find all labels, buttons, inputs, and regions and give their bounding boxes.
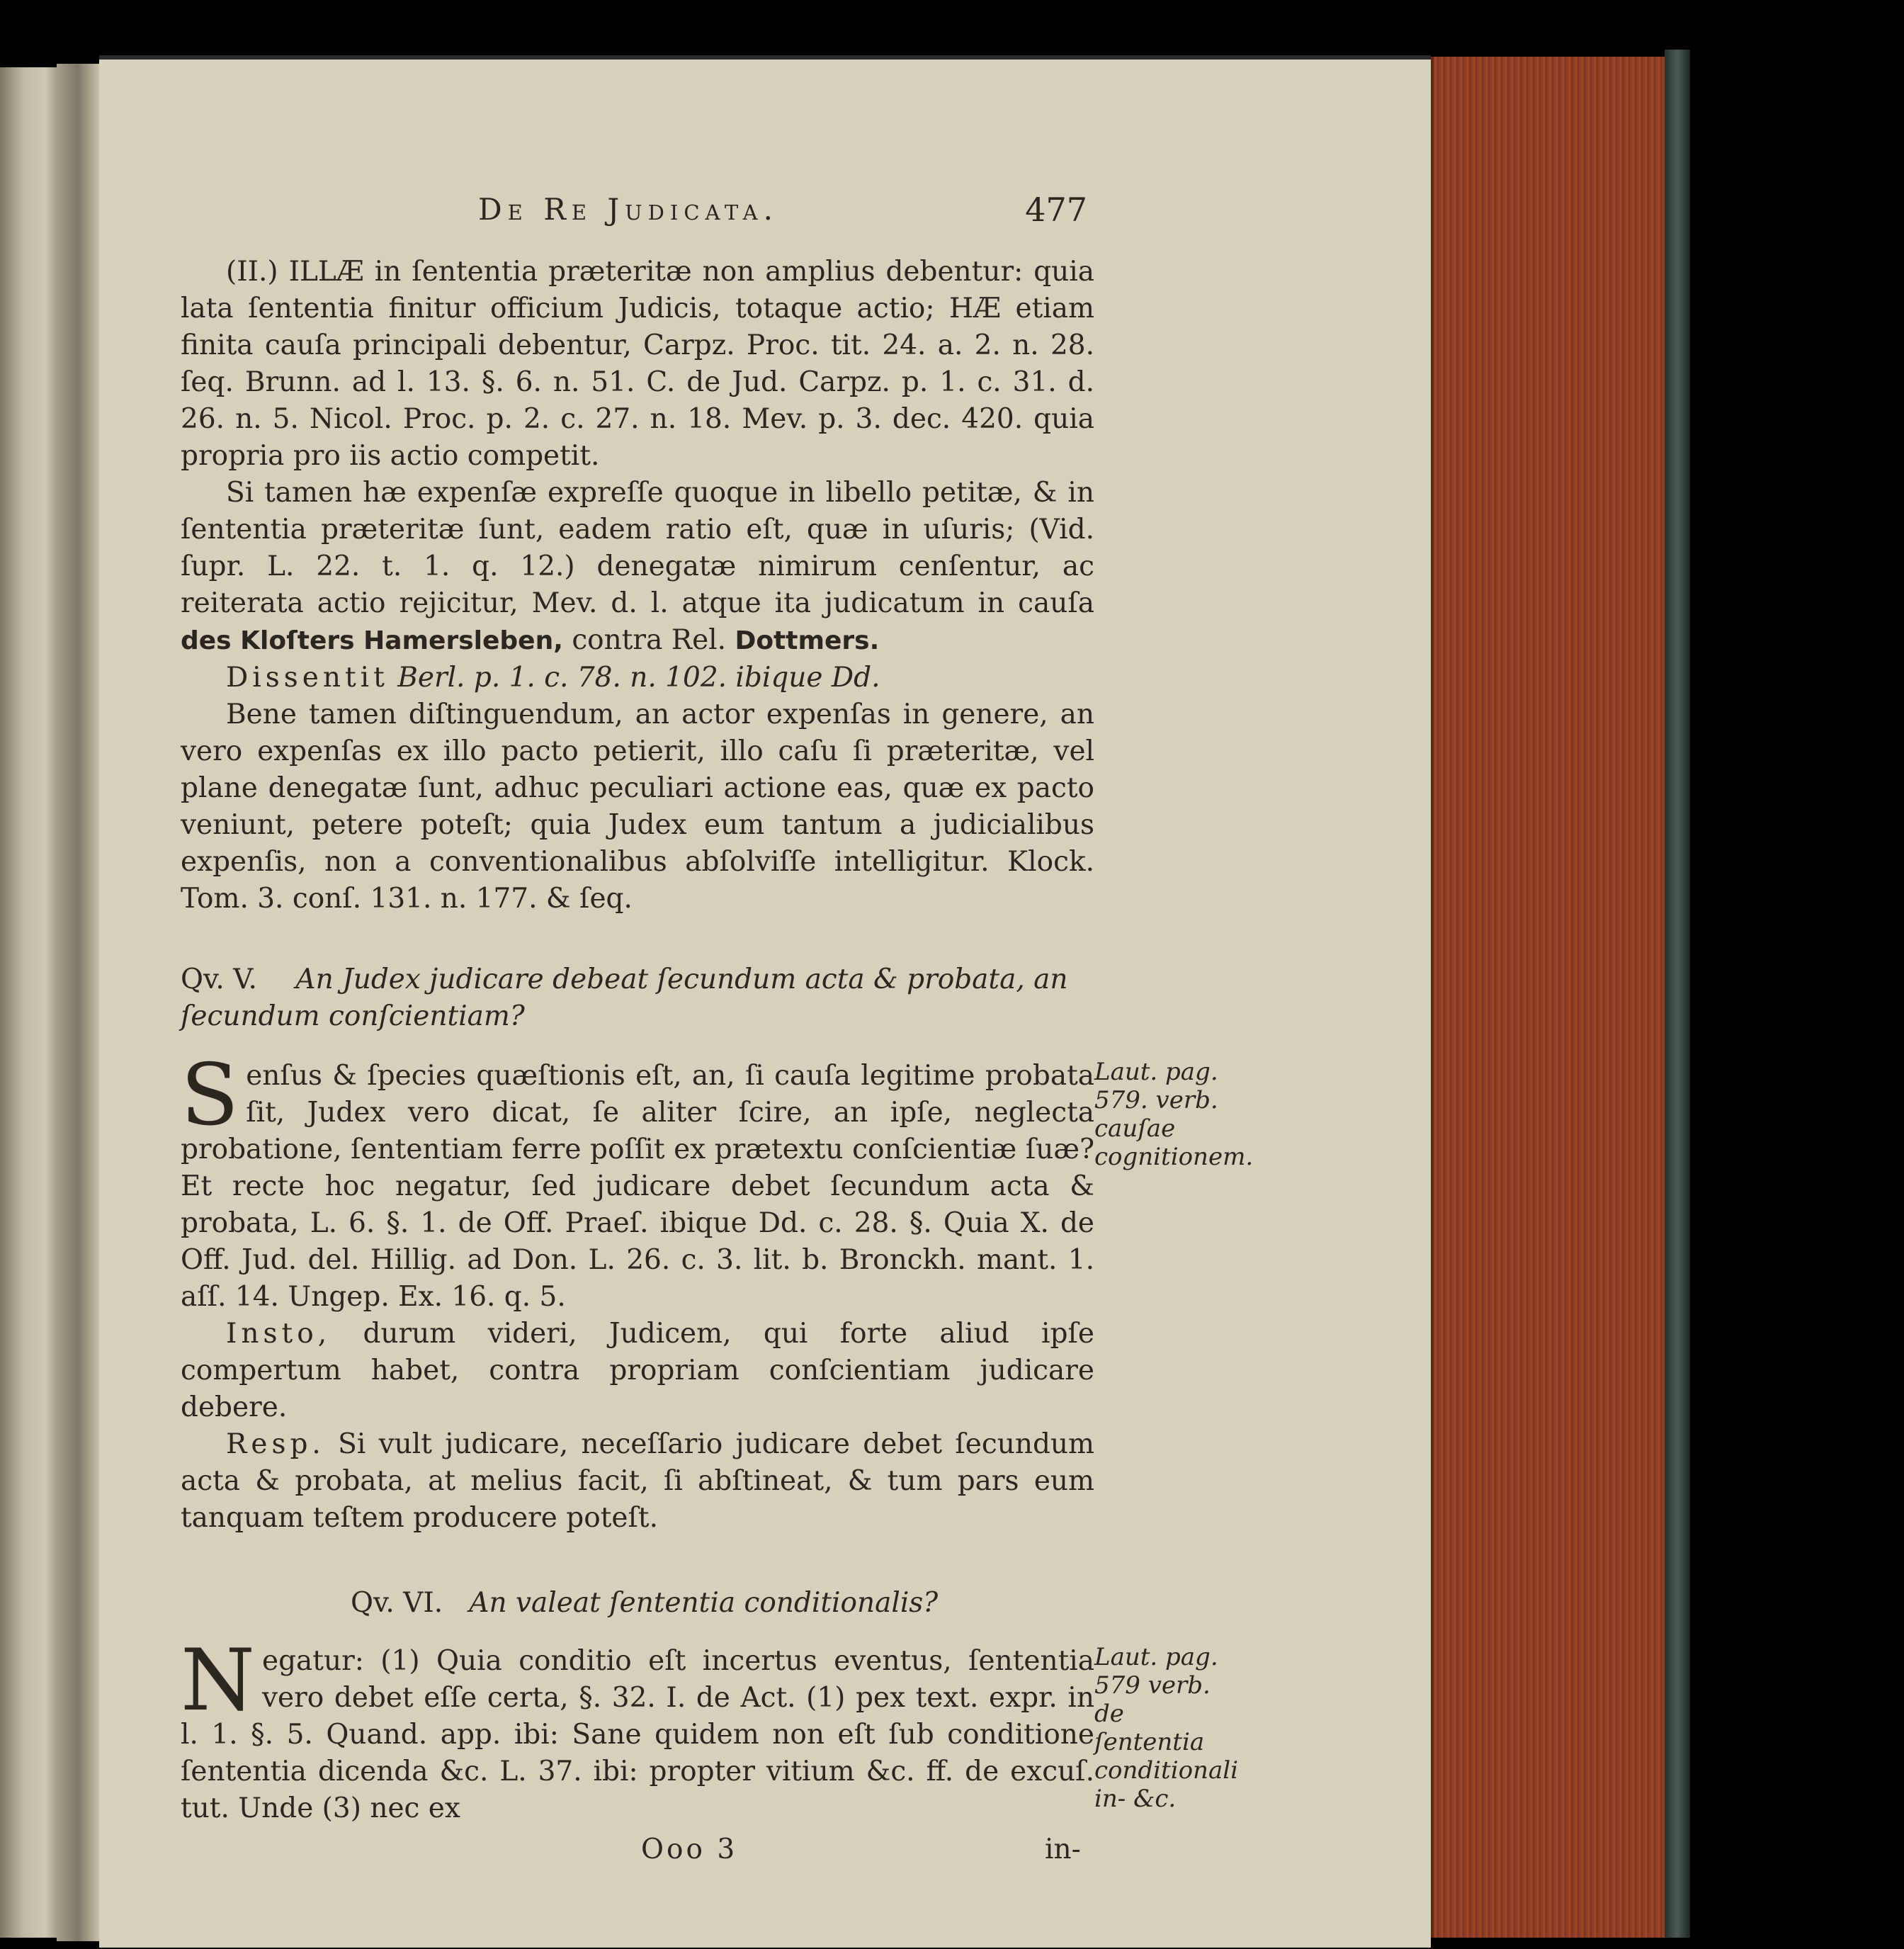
- running-title: De Re Judicata.: [478, 192, 778, 227]
- question-6-paragraph-1-text: egatur: (1) Quia conditio eſt incertus eventus, ſententia vero debet eſſe certa, §. 32. I. de Act. (1) pex text. expr. in l. 1. §. 5. Quand. app. ibi: Sane quidem non eſt ſub conditione ſententia dicenda &c. L. 37. ibi: propter vitium &c. ff. de excuſ. tut. Unde (3) nec ex: [181, 1645, 1094, 1824]
- question-6-title: An valeat ſententia conditionalis?: [469, 1587, 939, 1619]
- question-5-paragraph-1-text: enſus & ſpecies quæſtionis eſt, an, ſi cauſa legitime probata ſit, Judex vero dicat, ſe aliter ſcire, an ipſe, neglecta probatione, ſententiam ferre poſſit ex prætextu conſcientiæ ſuæ? Et recte hoc negatur, ſed judicare debet ſecundum acta & probata, L. 6. §. 1. de Off. Praeſ. ibique Dd. c. 28. §. Quia X. de Off. Jud. del. Hillig. ad Don. L. 26. c. 3. lit. b. Bronckh. mant. 1. aſſ. 14. Ungep. Ex. 16. q. 5.: [181, 1060, 1094, 1313]
- facing-page-edge: [0, 67, 57, 1938]
- question-6-body: [181, 1632, 1238, 1827]
- page-footer: [181, 1831, 1094, 1874]
- insto-lead: Insto,: [226, 1318, 332, 1350]
- resp-lead: Resp.: [226, 1428, 325, 1460]
- dissentit-citation: Berl. p. 1. c. 78. n. 102. ibique Dd.: [397, 662, 880, 694]
- paragraph-si-tamen: [181, 475, 1094, 660]
- fraktur-place-name: des Kloſters Hamersleben,: [181, 626, 563, 655]
- paragraph-dissentit: [181, 660, 1094, 696]
- marginal-note-q6: Laut. pag. 579 verb. de ſententia conditionali in- &c.: [1094, 1643, 1238, 1813]
- fraktur-name: Dottmers.: [735, 626, 880, 655]
- resp-text: Si vult judicare, neceſſario judicare debet ſecundum acta & probata, at melius facit, ſi abſtineat, & tum pars eum tanquam teſtem producere poteſt.: [181, 1428, 1095, 1534]
- question-6-label: Qv. VI.: [351, 1587, 443, 1619]
- signature-mark: Ooo 3: [641, 1834, 738, 1865]
- question-5-label: Qv. V.: [181, 964, 257, 995]
- question-5-heading: [181, 961, 1094, 1035]
- marginal-note-q5: Laut. pag. 579. verb. cauſae cognitionem.: [1094, 1058, 1254, 1171]
- running-head: [181, 191, 1094, 244]
- page-block-red-edge: [1431, 57, 1667, 1938]
- question-6-paragraph-1: [181, 1632, 1094, 1827]
- catchword: in-: [1045, 1834, 1081, 1865]
- dropcap-n: N: [181, 1632, 255, 1730]
- page-number: 477: [1025, 191, 1087, 229]
- paragraph-ii: (II.) ILLÆ in ſententia præteritæ non amplius debentur: quia lata ſententia finitur officium Judicis, totaque actio; HÆ etiam finita cauſa principali debentur, Carpz. Proc. tit. 24. a. 2. n. 28. ſeq. Brunn. ad l. 13. §. 6. n. 51. C. de Jud. Carpz. p. 1. c. 31. d. 26. n. 5. Nicol. Proc. p. 2. c. 27. n. 18. Mev. p. 3. dec. 420. quia propria pro iis actio competit.: [181, 256, 1094, 472]
- question-5-title: An Judex judicare debeat ſecundum acta & probata, an ſecundum conſcientiam?: [181, 964, 1068, 1032]
- page-content: [181, 191, 1254, 1874]
- book-gutter: [57, 64, 99, 1941]
- question-5-insto: [181, 1316, 1094, 1426]
- dropcap-s: S: [181, 1046, 239, 1145]
- paragraph-bene-tamen: Bene tamen diſtinguendum, an actor expenſas in genere, an vero expenſas ex illo pacto petierit, illo caſu ſi præteritæ, vel plane denegatæ ſunt, adhuc peculiari actione eas, quæ ex pacto veniunt, petere poteſt; quia Judex eum tantum a judicialibus expenſis, non a conventionalibus abſolviſſe intelligitur. Klock. Tom. 3. conſ. 131. n. 177. & ſeq.: [181, 699, 1094, 915]
- question-5-resp: [181, 1426, 1094, 1537]
- paragraph-si-tamen-end: contra Rel.: [572, 624, 727, 656]
- question-5-body: [181, 1046, 1254, 1537]
- insto-text: durum videri, Judicem, qui forte aliud ipſe compertum habet, contra propriam conſcientiam judicare debere.: [181, 1318, 1094, 1423]
- dissentit-lead: Dissentit: [226, 662, 389, 694]
- question-6-heading: [181, 1585, 1094, 1622]
- question-5-paragraph-1: [181, 1046, 1094, 1316]
- paragraph-si-tamen-text: Si tamen hæ expenſæ expreſſe quoque in libello petitæ, & in ſententia præteritæ ſunt, eadem ratio eſt, quæ in uſuris; (Vid. ſupr. L. 22. t. 1. q. 12.) denegatæ nimirum cenſentur, ac reiterata actio rejicitur, Mev. d. l. atque ita judicatum in cauſa: [181, 477, 1094, 619]
- book-cover-edge: [1665, 50, 1690, 1938]
